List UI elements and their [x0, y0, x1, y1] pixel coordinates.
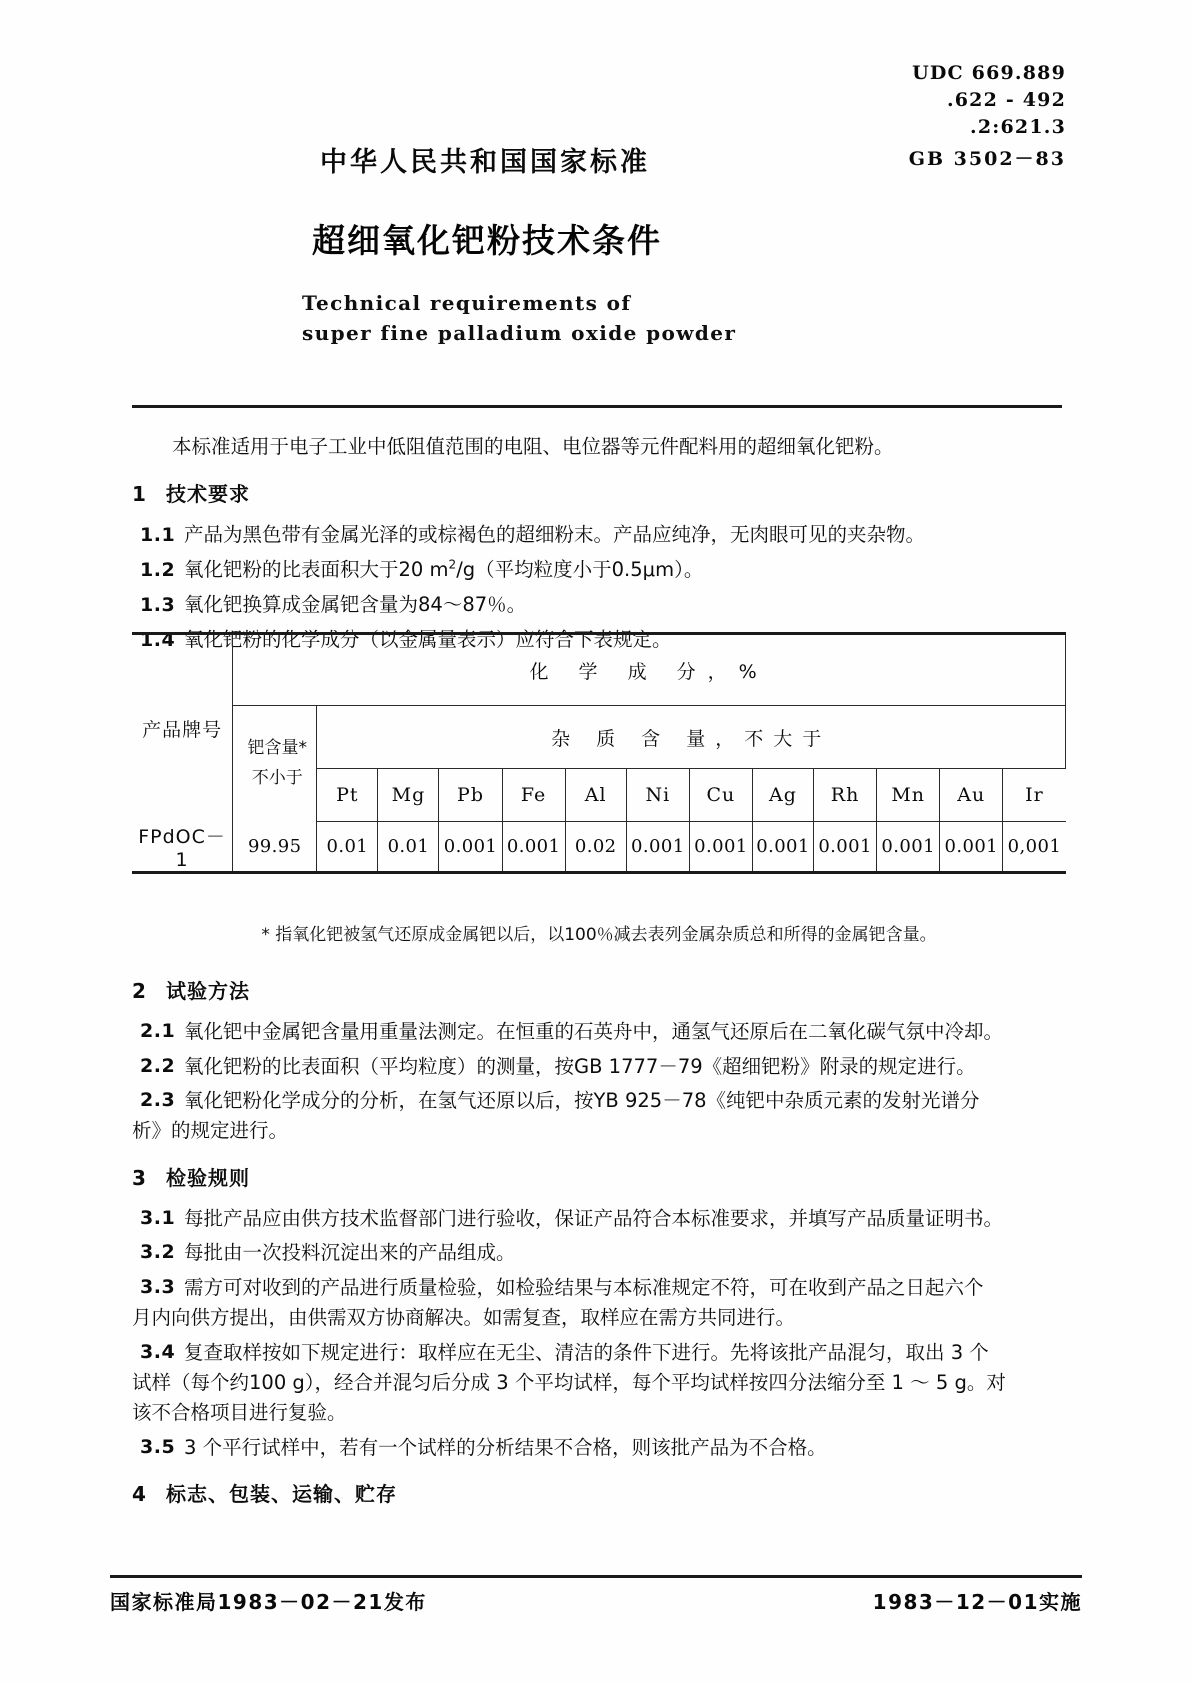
- clause-1-1-number: 1.1: [140, 524, 176, 547]
- body-lower: [132, 960, 1066, 1520]
- section-4-heading: [132, 1479, 1066, 1510]
- clause-3-4-continuation-1: 试样（每个约100 g），经合并混匀后分成 3 个平均试样，每个平均试样按四分法缩分至 1 ～ 5 g。对: [132, 1371, 1006, 1395]
- clause-1-1-text: 产品为黑色带有金属光泽的或棕褐色的超细粉末。产品应纯净，无肉眼可见的夹杂物。: [184, 523, 926, 547]
- clause-3-3-number: 3.3: [140, 1275, 176, 1298]
- section-1-heading: [132, 479, 1066, 511]
- impurity-title-label: 杂 质 含 量，不大于: [551, 727, 832, 750]
- col-header-ag: Ag: [752, 769, 813, 822]
- cell-value-cu: 0.001: [689, 822, 752, 873]
- clause-3-2-text: 每批由一次投料沉淀出来的产品组成。: [184, 1241, 516, 1265]
- cell-value-rh: 0.001: [814, 822, 877, 873]
- table-row-group-title: [132, 634, 1066, 706]
- cell-value-mn: 0.001: [877, 822, 940, 873]
- clause-3-1: [132, 1204, 1066, 1234]
- udc-line-3: .2:621.3: [970, 115, 1066, 138]
- section-1-number: 1: [132, 481, 147, 506]
- col-header-pb: Pb: [439, 769, 502, 822]
- col-header-pt: Pt: [317, 769, 378, 822]
- document-footer: [110, 1586, 1082, 1615]
- clause-3-2: [132, 1238, 1066, 1268]
- col-header-mn: Mn: [877, 769, 940, 822]
- section-2-number: 2: [132, 979, 147, 1003]
- section-2-title: 试验方法: [166, 979, 250, 1003]
- cell-value-au: 0.001: [940, 822, 1003, 873]
- clause-1-2-text-b: /g（平均粒度小于0.5μm）。: [456, 558, 704, 582]
- udc-line-1: UDC 669.889: [912, 62, 1066, 84]
- clause-3-5: [132, 1433, 1066, 1463]
- table-row-impurity-title: [132, 706, 1066, 769]
- cell-value-ni: 0.001: [626, 822, 689, 873]
- scope-paragraph: 本标准适用于电子工业中低阻值范围的电阻、电位器等元件配料用的超细氧化钯粉。: [172, 435, 894, 458]
- chemical-composition-table-wrapper: [132, 632, 1066, 874]
- clause-1-2-number: 1.2: [140, 559, 176, 582]
- clause-1-3-text: 氧化钯换算成金属钯含量为84～87％。: [184, 592, 527, 616]
- clause-1-3: [132, 590, 1066, 621]
- clause-1-4-number: 1.4: [140, 628, 176, 651]
- clause-3-4: [132, 1338, 1066, 1429]
- header-divider-rule: [132, 405, 1062, 408]
- cell-value-fe: 0.001: [502, 822, 565, 873]
- cell-brand-header: [132, 634, 233, 822]
- section-3-title: 检验规则: [166, 1165, 250, 1190]
- cell-composition-title: [233, 634, 1066, 706]
- udc-line-2: .622 - 492: [946, 88, 1066, 111]
- page-title: 超细氧化钯粉技术条件: [312, 221, 662, 260]
- chemical-composition-table: [132, 632, 1066, 874]
- clause-1-2-superscript: 2: [448, 557, 457, 572]
- brand-header-label: 产品牌号: [142, 718, 223, 741]
- english-title-line1: Technical requirements of: [302, 291, 632, 315]
- clause-2-2: [132, 1052, 1066, 1082]
- clause-2-3-text: 氧化钯粉化学成分的分析，在氢气还原以后，按YB 925－78《纯钯中杂质元素的发射光谱分: [184, 1089, 980, 1112]
- clause-3-3: [132, 1273, 1066, 1334]
- clause-2-3-number: 2.3: [140, 1089, 176, 1111]
- col-header-cu: Cu: [689, 769, 752, 822]
- english-title-line2: super fine palladium oxide powder: [302, 321, 737, 345]
- pd-content-label-line2: 不小于: [251, 767, 303, 788]
- english-title: [130, 288, 1060, 348]
- footer-issue-date: 国家标准局1983－02－21发布: [110, 1590, 427, 1614]
- cell-pd-content-header: [233, 706, 317, 822]
- cell-value-al: 0.02: [565, 822, 626, 873]
- clause-2-2-number: 2.2: [140, 1054, 176, 1077]
- clause-2-3: [132, 1086, 1066, 1147]
- clause-2-1-text: 氧化钯中金属钯含量用重量法测定。在恒重的石英舟中，通氢气还原后在二氧化碳气氛中冷却。: [184, 1020, 1004, 1044]
- section-3-number: 3: [132, 1165, 147, 1190]
- clause-2-3-continuation: 析》的规定进行。: [132, 1119, 289, 1143]
- col-header-ir: Ir: [1003, 769, 1066, 822]
- section-1-title: 技术要求: [166, 481, 250, 506]
- clause-3-5-text: 3 个平行试样中，若有一个试样的分析结果不合格，则该批产品为不合格。: [184, 1435, 827, 1459]
- col-header-rh: Rh: [814, 769, 877, 822]
- clause-3-4-text: 复查取样按如下规定进行：取样应在无尘、清洁的条件下进行。先将该批产品混匀，取出 3 个: [184, 1340, 989, 1364]
- table-footnote-text: * 指氧化钯被氢气还原成金属钯以后，以100％减去表列金属杂质总和所得的金属钯含量。: [261, 925, 937, 945]
- clause-3-5-number: 3.5: [140, 1435, 176, 1458]
- clause-1-1: [132, 520, 1066, 551]
- section-4-number: 4: [132, 1482, 147, 1507]
- clause-1-2: [132, 555, 1066, 586]
- pd-content-label-line1: 钯含量*: [247, 738, 307, 758]
- footer-divider-rule: [110, 1575, 1082, 1578]
- col-header-al: Al: [565, 769, 626, 822]
- clause-1-4-text: 氧化钯粉的化学成分（以金属量表示）应符合下表规定。: [184, 627, 672, 651]
- clause-3-1-number: 3.1: [140, 1207, 176, 1229]
- clause-2-1-number: 2.1: [140, 1020, 176, 1043]
- clause-3-3-continuation: 月内向供方提出，由供需双方协商解决。如需复查，取样应在需方共同进行。: [132, 1306, 796, 1330]
- clause-2-1: [132, 1017, 1066, 1047]
- cell-value-ag: 0.001: [752, 822, 813, 873]
- col-header-mg: Mg: [378, 769, 439, 822]
- section-2-heading: [132, 976, 1066, 1007]
- col-header-fe: Fe: [502, 769, 565, 822]
- body-upper: [132, 420, 1066, 660]
- section-3-heading: [132, 1163, 1066, 1194]
- clause-1-2-text-a: 氧化钯粉的比表面积大于20 m: [184, 558, 449, 582]
- col-header-au: Au: [940, 769, 1003, 822]
- cell-impurity-title: [317, 706, 1066, 769]
- cell-value-pt: 0.01: [317, 822, 378, 873]
- national-standard-line: 中华人民共和国国家标准: [320, 147, 650, 178]
- cell-value-mg: 0.01: [378, 822, 439, 873]
- cell-pd-content-value: 99.95: [233, 822, 317, 873]
- composition-title-label: 化 学 成 分，%: [529, 660, 769, 683]
- footer-effective-date: 1983－12－01实施: [872, 1590, 1082, 1614]
- clause-3-1-text: 每批产品应由供方技术监督部门进行验收，保证产品符合本标准要求，并填写产品质量证明书。: [184, 1207, 1004, 1230]
- cell-value-pb: 0.001: [439, 822, 502, 873]
- section-4-title: 标志、包装、运输、贮存: [166, 1482, 397, 1507]
- standard-number: GB 3502－83: [908, 147, 1066, 170]
- clause-3-4-continuation-2: 该不合格项目进行复验。: [132, 1401, 347, 1425]
- clause-2-2-text: 氧化钯粉的比表面积（平均粒度）的测量，按GB 1777－79《超细钯粉》附录的规定进行。: [184, 1054, 976, 1078]
- udc-block: [909, 60, 1066, 173]
- clause-3-2-number: 3.2: [140, 1241, 176, 1264]
- table-row: [132, 822, 1066, 873]
- cell-brand-value: FPdOC－1: [132, 822, 233, 873]
- clause-3-4-number: 3.4: [140, 1340, 176, 1363]
- cell-value-ir: 0,001: [1003, 822, 1066, 873]
- clause-1-3-number: 1.3: [140, 593, 176, 616]
- col-header-ni: Ni: [626, 769, 689, 822]
- table-footnote: [132, 920, 1066, 945]
- clause-3-3-text: 需方可对收到的产品进行质量检验，如检验结果与本标准规定不符，可在收到产品之日起六个: [184, 1275, 984, 1299]
